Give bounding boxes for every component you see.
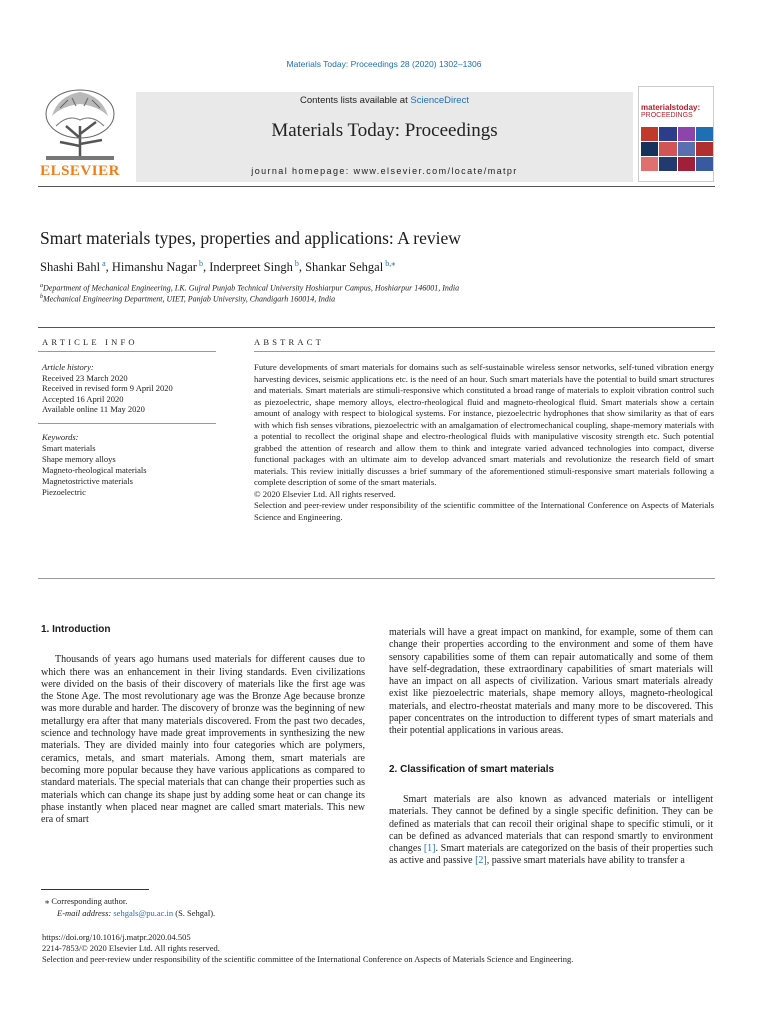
intro-heading: 1. Introduction [41,624,111,635]
author-list: Shashi Bahl $^a$, Himanshu Nagar $^b$, Inderpreet Singh $^b$, Shankar Sehgal $^{b,⁎}$ [40,259,396,275]
abstract-copyright: © 2020 Elsevier Ltd. All rights reserved. [254,488,396,499]
section-rule [38,327,715,328]
elsevier-wordmark: ELSEVIER [40,163,120,179]
cover-mosaic [641,127,713,171]
abstract-peer-review: Selection and peer-review under responsibility of the scientific committee of the International Conference on Aspects of Materials Science and Engineering. [254,500,714,522]
reference-link[interactable]: [2] [475,855,487,867]
author-name[interactable]: Himanshu Nagar [111,260,197,275]
keyword: Magnetostrictive materials [42,476,133,486]
article-history [42,362,173,415]
keywords-label: Keywords: [42,432,79,442]
affiliation-b: $^b$Mechanical Engineering Department, UIET, Panjab University, Chandigarh 160014, India [40,294,336,304]
email-link[interactable]: sehgals@pu.ac.in [113,908,174,918]
corresponding-author-note: ⁎ Corresponding author. [45,896,128,906]
history-accepted: Accepted 16 April 2020 [42,393,124,404]
email-note: E-mail address: sehgals@pu.ac.in (S. Sehgal). [57,908,216,918]
contents-prefix: Contents lists available at [300,95,408,106]
history-online: Available online 11 May 2020 [42,404,145,415]
keywords [42,432,147,498]
history-revised: Received in revised form 9 April 2020 [42,383,173,394]
cover-subtitle: PROCEEDINGS [641,112,693,119]
left-column [41,624,365,826]
keyword: Smart materials [42,443,96,453]
classification-heading: 2. Classification of smart materials [389,763,555,775]
paper-title: Smart materials types, properties and applications: A review [40,228,461,248]
article-info-heading: ARTICLE INFO [42,337,138,347]
sciencedirect-link[interactable]: ScienceDirect [410,95,469,106]
keyword: Piezoelectric [42,487,86,497]
right-column [389,627,713,868]
footnote-rule [41,889,149,890]
article-info-rule [38,351,216,352]
author-affil-mark[interactable]: b,⁎ [385,259,396,268]
intro-paragraph: Thousands of years ago humans used materials for different causes due to which there was an enhancement in their living standards. Even civilizations were divided on the basis of their discovery of materials like the first age was the Stone Age. The most revolutionary age was the Bronze Age because bronze was more durable and harder. The discovery of bronze was the beginning of new metallurgy era after that many materials discovered. From the past two decades, science and technology have made great improvements in synthesizing the new materials. They are divided mainly into four categories which are polymers, ceramics, metals, and smart materials. Among them, smart materials are becoming more popular because they have various applications as compared to standard materials. The special materials that can change their properties such as materials which can change its shape just by adding some heat or can change its phase instantly when placed near magnet are called smart materials. This new era of smart [41,654,365,826]
bottom-peer-review: Selection and peer-review under responsibility of the scientific committee of the International Conference on Aspects of Materials Science and Engineering. [42,954,574,964]
keyword: Magneto-rheological materials [42,465,147,475]
header-rule [38,186,715,187]
abstract-heading: ABSTRACT [254,337,324,347]
affiliation-a: $^a$Department of Mechanical Engineering, I.K. Gujral Punjab Technical University Hoshiarpur Campus, Hoshiarpur 146001, India [40,283,460,293]
journal-reference[interactable]: Materials Today: Proceedings 28 (2020) 1302–1306 [286,59,482,69]
author-name[interactable]: Shashi Bahl [40,260,101,275]
author-affil-mark[interactable]: b [294,259,299,268]
journal-homepage[interactable]: journal homepage: www.elsevier.com/locate/matpr [251,166,518,176]
history-label: Article history: [42,362,94,372]
intro-paragraph-continued: materials will have a great impact on mankind, for example, some of them can change their properties according to the environment and some of them have sensory capabilities some of them can repair automatically and some of them have self-degradation, these extraordinary capabilities of smart materials will have an impact on all aspects of civilization. Various smart materials already exist like piezoelectric materials, shape memory alloys, magneto-rheological materials, and electro-rheostat materials and many more to be discovered. This paper concentrates on the introduction to different types of smart materials and their potential applications in various areas. [389,627,713,737]
abstract-text: Future developments of smart materials for domains such as self-sustainable wireless sensor networks, self-tuned vibration energy harvesting devices, seismic applications etc. is the need of an hour. Such smart materials have the potential to build smart structures and materials. Smart materials are stimuli-responsive which constituted a broad range of materials to exploit vibration control such as piezoelectric, shape memory alloys, electro-rheological fluid and magneto-rheological fluid. Smart materials show a certain amount of analogy with respect to biological systems. For instance, piezoelectric hydrophones that show similarity as that of ears with which fish senses vibrations, piezoelectric with an amalgamation of electromechanical coupling, shape-memory materials with a potential to recollect the original shape and electro-rheological fluids with manipulative viscosity strength etc. Such potential grabbed the attention of research and allow them to think and integrate varied advanced technologies into compact, diverse functional packages with an ultimate aim to develop advanced smart materials and revolutionize the research field of smart materials. This review initially discusses a brief summary of the aforementioned stimuli-responsive smart materials following a complete description of some of the smart materials. [254,362,714,487]
reference-link[interactable]: [1] [423,843,436,855]
doi-link[interactable]: https://doi.org/10.1016/j.matpr.2020.04.505 [42,932,191,942]
abstract-rule [254,351,715,352]
abstract-body [254,362,714,523]
article-info-divider [38,423,216,424]
author-name[interactable]: Shankar Sehgal [305,260,384,275]
keyword: Shape memory alloys [42,454,116,464]
author-name[interactable]: Inderpreet Singh [209,260,293,275]
cover-title: materialstoday: [641,103,701,112]
issn-line: 2214-7853/© 2020 Elsevier Ltd. All rights reserved. [42,943,220,953]
author-affil-mark[interactable]: a [102,259,106,268]
journal-cover-image [638,86,714,182]
author-affil-mark[interactable]: b [198,259,203,268]
contents-line [136,95,633,106]
section-rule [38,578,715,579]
history-received: Received 23 March 2020 [42,372,128,383]
classification-paragraph: Smart materials are also known as advanced materials or intelligent materials. They cannot be defined by a single specific definition. They can be defined as materials that can recoil their original shape to specific stimuli, or it can be defined as advanced materials that can respond smartly to environment changes [1]. Smart materials are categorized on the basis of their properties such as active and passive [2], passive smart materials have ability to transfer a [389,793,713,867]
journal-title: Materials Today: Proceedings [271,120,498,141]
